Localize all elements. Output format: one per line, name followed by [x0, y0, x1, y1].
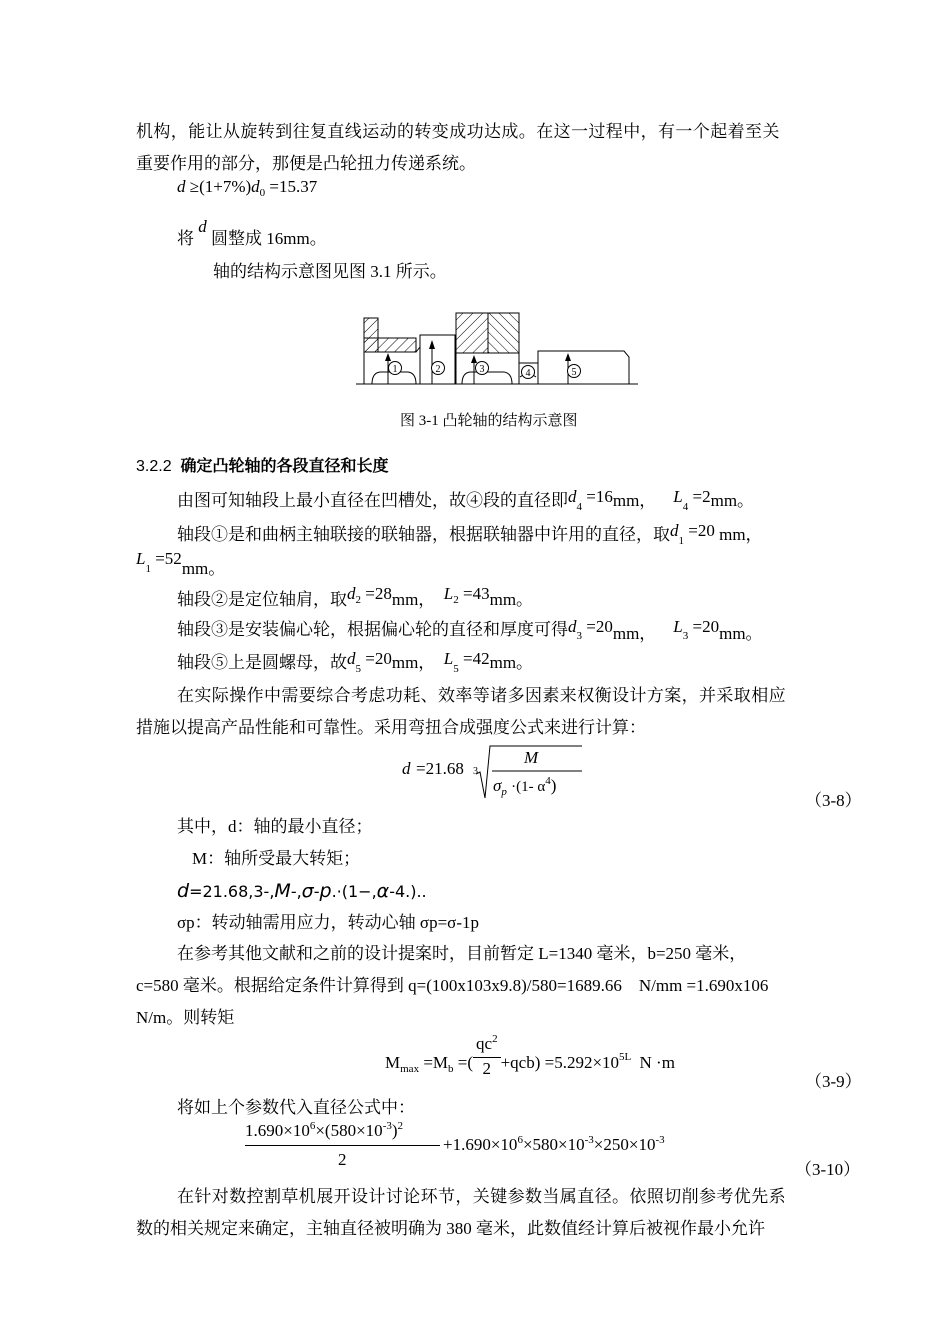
formula-subscript: 3: [576, 630, 582, 642]
formula-denominator: [493, 776, 556, 796]
formula-var: L: [673, 617, 683, 636]
formula-subscript: b: [448, 1063, 454, 1076]
unit: mm，: [391, 653, 436, 672]
paragraph-line: 数的相关规定来确定，主轴直径被明确为 380 毫米，此数值经计算后被视作最小允许: [136, 1219, 765, 1238]
formula-subscript: 1: [145, 563, 151, 575]
formula-superscript: 5L: [619, 1051, 632, 1064]
eccentric-left: [456, 313, 488, 353]
segment-1-line: [177, 521, 763, 548]
formula-subscript: max: [400, 1063, 420, 1076]
formula-subscript: 2: [355, 594, 361, 606]
den-close: ): [550, 776, 557, 795]
segment-1-line-cont: [136, 549, 226, 578]
formula-unit: N ·m: [639, 1053, 675, 1073]
subscript: p: [501, 786, 507, 798]
superscript: -3: [584, 1134, 594, 1146]
segment-5-line: [177, 649, 534, 676]
value: =2: [692, 487, 711, 506]
segment-4-line: [177, 487, 755, 514]
sigma: σ: [493, 776, 502, 795]
formula-numerator: M: [524, 748, 539, 767]
unit: mm。: [710, 491, 755, 510]
formula-var: L: [136, 549, 146, 568]
paragraph-line: 在实际操作中需要综合考虑功耗、效率等诸多因素来权衡设计方案，并采取相应: [177, 686, 786, 705]
value: =16: [586, 487, 613, 506]
formula-var: L: [673, 487, 683, 506]
formula-var: d: [347, 584, 356, 603]
definition-line: σp：转动轴需用应力，转动心轴 σp=σ-1p: [177, 913, 479, 932]
figure-caption: 图 3-1 凸轮轴的结构示意图: [400, 413, 578, 429]
segment-label-1: [389, 362, 402, 376]
formula-text: =M: [423, 1053, 449, 1073]
unit: mm。: [181, 559, 226, 578]
superscript: 4: [545, 775, 551, 787]
denominator: 2: [482, 1059, 492, 1078]
rounding-line: [177, 217, 327, 250]
text: ): [391, 1121, 398, 1140]
text: .·(1−,: [331, 882, 377, 901]
section-title: 确定凸轮轴的各段直径和长度: [180, 458, 389, 475]
formula-var: d: [568, 617, 577, 636]
formula-text: ≥(1+7%): [189, 177, 252, 196]
formula-var: d: [568, 487, 577, 506]
definition-line: 其中，d：轴的最小直径；: [177, 817, 373, 836]
segment-3-line: [177, 619, 763, 643]
superscript: 2: [397, 1120, 404, 1132]
numerator: [245, 1121, 403, 1141]
text: 将: [177, 229, 194, 248]
formula-var: σ: [301, 880, 314, 902]
formula-var: d: [670, 521, 679, 540]
superscript: -3: [655, 1134, 665, 1146]
superscript: -3: [382, 1120, 392, 1132]
svg-text:5: 5: [571, 367, 577, 378]
figure-intro: 轴的结构示意图见图 3.1 所示。: [213, 262, 447, 281]
text: =21.68,3-,: [189, 882, 275, 901]
formula-var: d: [177, 177, 186, 196]
formula-subscript: 0: [259, 187, 266, 199]
segment-label-2: [432, 362, 445, 376]
formula-coef: =21.68: [416, 759, 464, 778]
section-number: 3.2.2: [136, 458, 172, 475]
formula-subscript: 4: [576, 501, 582, 513]
text: 圆整成 16mm。: [211, 229, 327, 248]
formula-subscript: 1: [678, 535, 684, 547]
denominator: 2: [338, 1150, 347, 1169]
segment-label-4: [522, 366, 535, 380]
definition-line: M：轴所受最大转矩；: [192, 849, 361, 868]
paragraph-line: 重要作用的部分，那便是凸轮扭力传递系统。: [136, 154, 476, 173]
segment-label-3: [476, 362, 489, 376]
garbled-formula-line: [177, 880, 427, 903]
formula-var: α: [376, 880, 390, 902]
formula-var: L: [443, 649, 454, 668]
segment-label-5: [568, 365, 581, 379]
formula-text: =15.37: [269, 177, 318, 196]
formula-var: p: [319, 880, 332, 902]
text: 轴段①是和曲柄主轴联接的联轴器，根据联轴器中许用的直径，取: [177, 525, 670, 544]
formula-var: L: [443, 584, 454, 603]
paragraph-line: c=580 毫米。根据给定条件计算得到 q=(100x103x9.8)/580=1689.66 N/mm =1.690x106: [136, 976, 769, 995]
unit: mm，: [391, 590, 436, 609]
den-text: ·(1- α: [511, 779, 546, 795]
superscript: 6: [309, 1120, 316, 1132]
unit: mm，: [612, 491, 657, 510]
text: ×(580×10: [315, 1121, 383, 1140]
text: +1.690×10: [443, 1135, 518, 1154]
text: -,: [290, 882, 302, 901]
formula-var: d: [177, 880, 190, 902]
value: =28: [365, 584, 392, 603]
value: =42: [463, 649, 490, 668]
root-index: 3: [473, 766, 478, 777]
formula-var: d: [402, 759, 411, 778]
paragraph-line: 措施以提高产品性能和可靠性。采用弯扭合成强度公式来进行计算：: [136, 718, 646, 737]
formula-var: d: [347, 649, 356, 668]
value: =43: [463, 584, 490, 603]
paragraph-line: 在针对数控割草机展开设计讨论环节，关键参数当属直径。依照切削参考优先系: [177, 1187, 786, 1206]
superscript: 2: [492, 1033, 498, 1045]
numerator: [473, 1034, 501, 1058]
text: 轴段⑤上是圆螺母，故: [177, 653, 347, 672]
superscript: 6: [517, 1134, 523, 1146]
fraction-bar: [245, 1145, 440, 1146]
formula-subscript: 3: [682, 630, 689, 642]
value: =20: [586, 617, 613, 636]
eccentric-right: [488, 313, 519, 353]
unit: mm，: [612, 624, 657, 643]
unit: mm。: [489, 590, 534, 609]
paragraph-line: 将如上个参数代入直径公式中：: [177, 1098, 415, 1117]
paragraph-line: N/m。则转矩: [136, 1008, 235, 1027]
svg-text:1: 1: [392, 364, 398, 375]
formula-var: d: [198, 217, 207, 236]
paragraph-line: 机构，能让从旋转到往复直线运动的转变成功达成。在这一过程中，有一个起着至关: [136, 122, 780, 141]
svg-text:4: 4: [525, 368, 531, 379]
formula-subscript: 4: [682, 501, 689, 513]
camshaft-schematic: [352, 305, 642, 391]
text: ×580×10: [522, 1135, 585, 1154]
inequality-formula: [177, 176, 317, 200]
text: -4.)..: [389, 882, 427, 901]
fraction: [473, 1034, 501, 1079]
text: -: [313, 882, 320, 901]
svg-text:2: 2: [435, 364, 441, 375]
paragraph-line: 在参考其他文献和之前的设计提案时，目前暂定 L=1340 毫米，b=250 毫米，: [177, 944, 747, 963]
section-heading: [136, 456, 389, 478]
formula-text: +qcb) =5.292×10: [500, 1053, 620, 1073]
value: =20: [365, 649, 392, 668]
value: =20: [692, 617, 720, 636]
equation-3-10-fraction: [245, 1121, 445, 1171]
text: ×250×10: [593, 1135, 656, 1154]
equation-number: （3-8）: [805, 791, 862, 810]
text: 轴段③是安装偏心轮，根据偏心轮的直径和厚度可得: [177, 620, 568, 639]
text: 由图可知轴段上最小直径在凹槽处，故④段的直径即: [177, 491, 568, 510]
formula-var: M: [274, 880, 291, 902]
value: =20: [688, 521, 715, 540]
equation-number: （3-9）: [805, 1072, 862, 1091]
num-text: qc: [476, 1034, 493, 1053]
value: =52: [155, 549, 182, 568]
text: 1.690×10: [245, 1121, 310, 1140]
formula-subscript: 5: [355, 663, 361, 675]
shaft-shoulder: [420, 335, 455, 384]
formula-text: =(: [457, 1053, 474, 1073]
segment-2-line: [177, 584, 534, 613]
text: 轴段②是定位轴肩，取: [177, 590, 347, 609]
coupling-body: [364, 338, 416, 352]
svg-text:3: 3: [479, 364, 485, 375]
unit: mm。: [489, 653, 534, 672]
formula-subscript: 5: [453, 663, 459, 675]
formula-subscript: 2: [453, 594, 459, 606]
formula-var: M: [385, 1053, 401, 1073]
unit: mm，: [719, 525, 763, 544]
unit: mm。: [719, 624, 763, 643]
equation-3-8: [400, 744, 600, 804]
equation-3-9: [385, 1034, 675, 1079]
formula-var: d: [251, 177, 260, 196]
equation-3-10-rest: [443, 1134, 665, 1158]
equation-number: （3-10）: [795, 1160, 861, 1179]
